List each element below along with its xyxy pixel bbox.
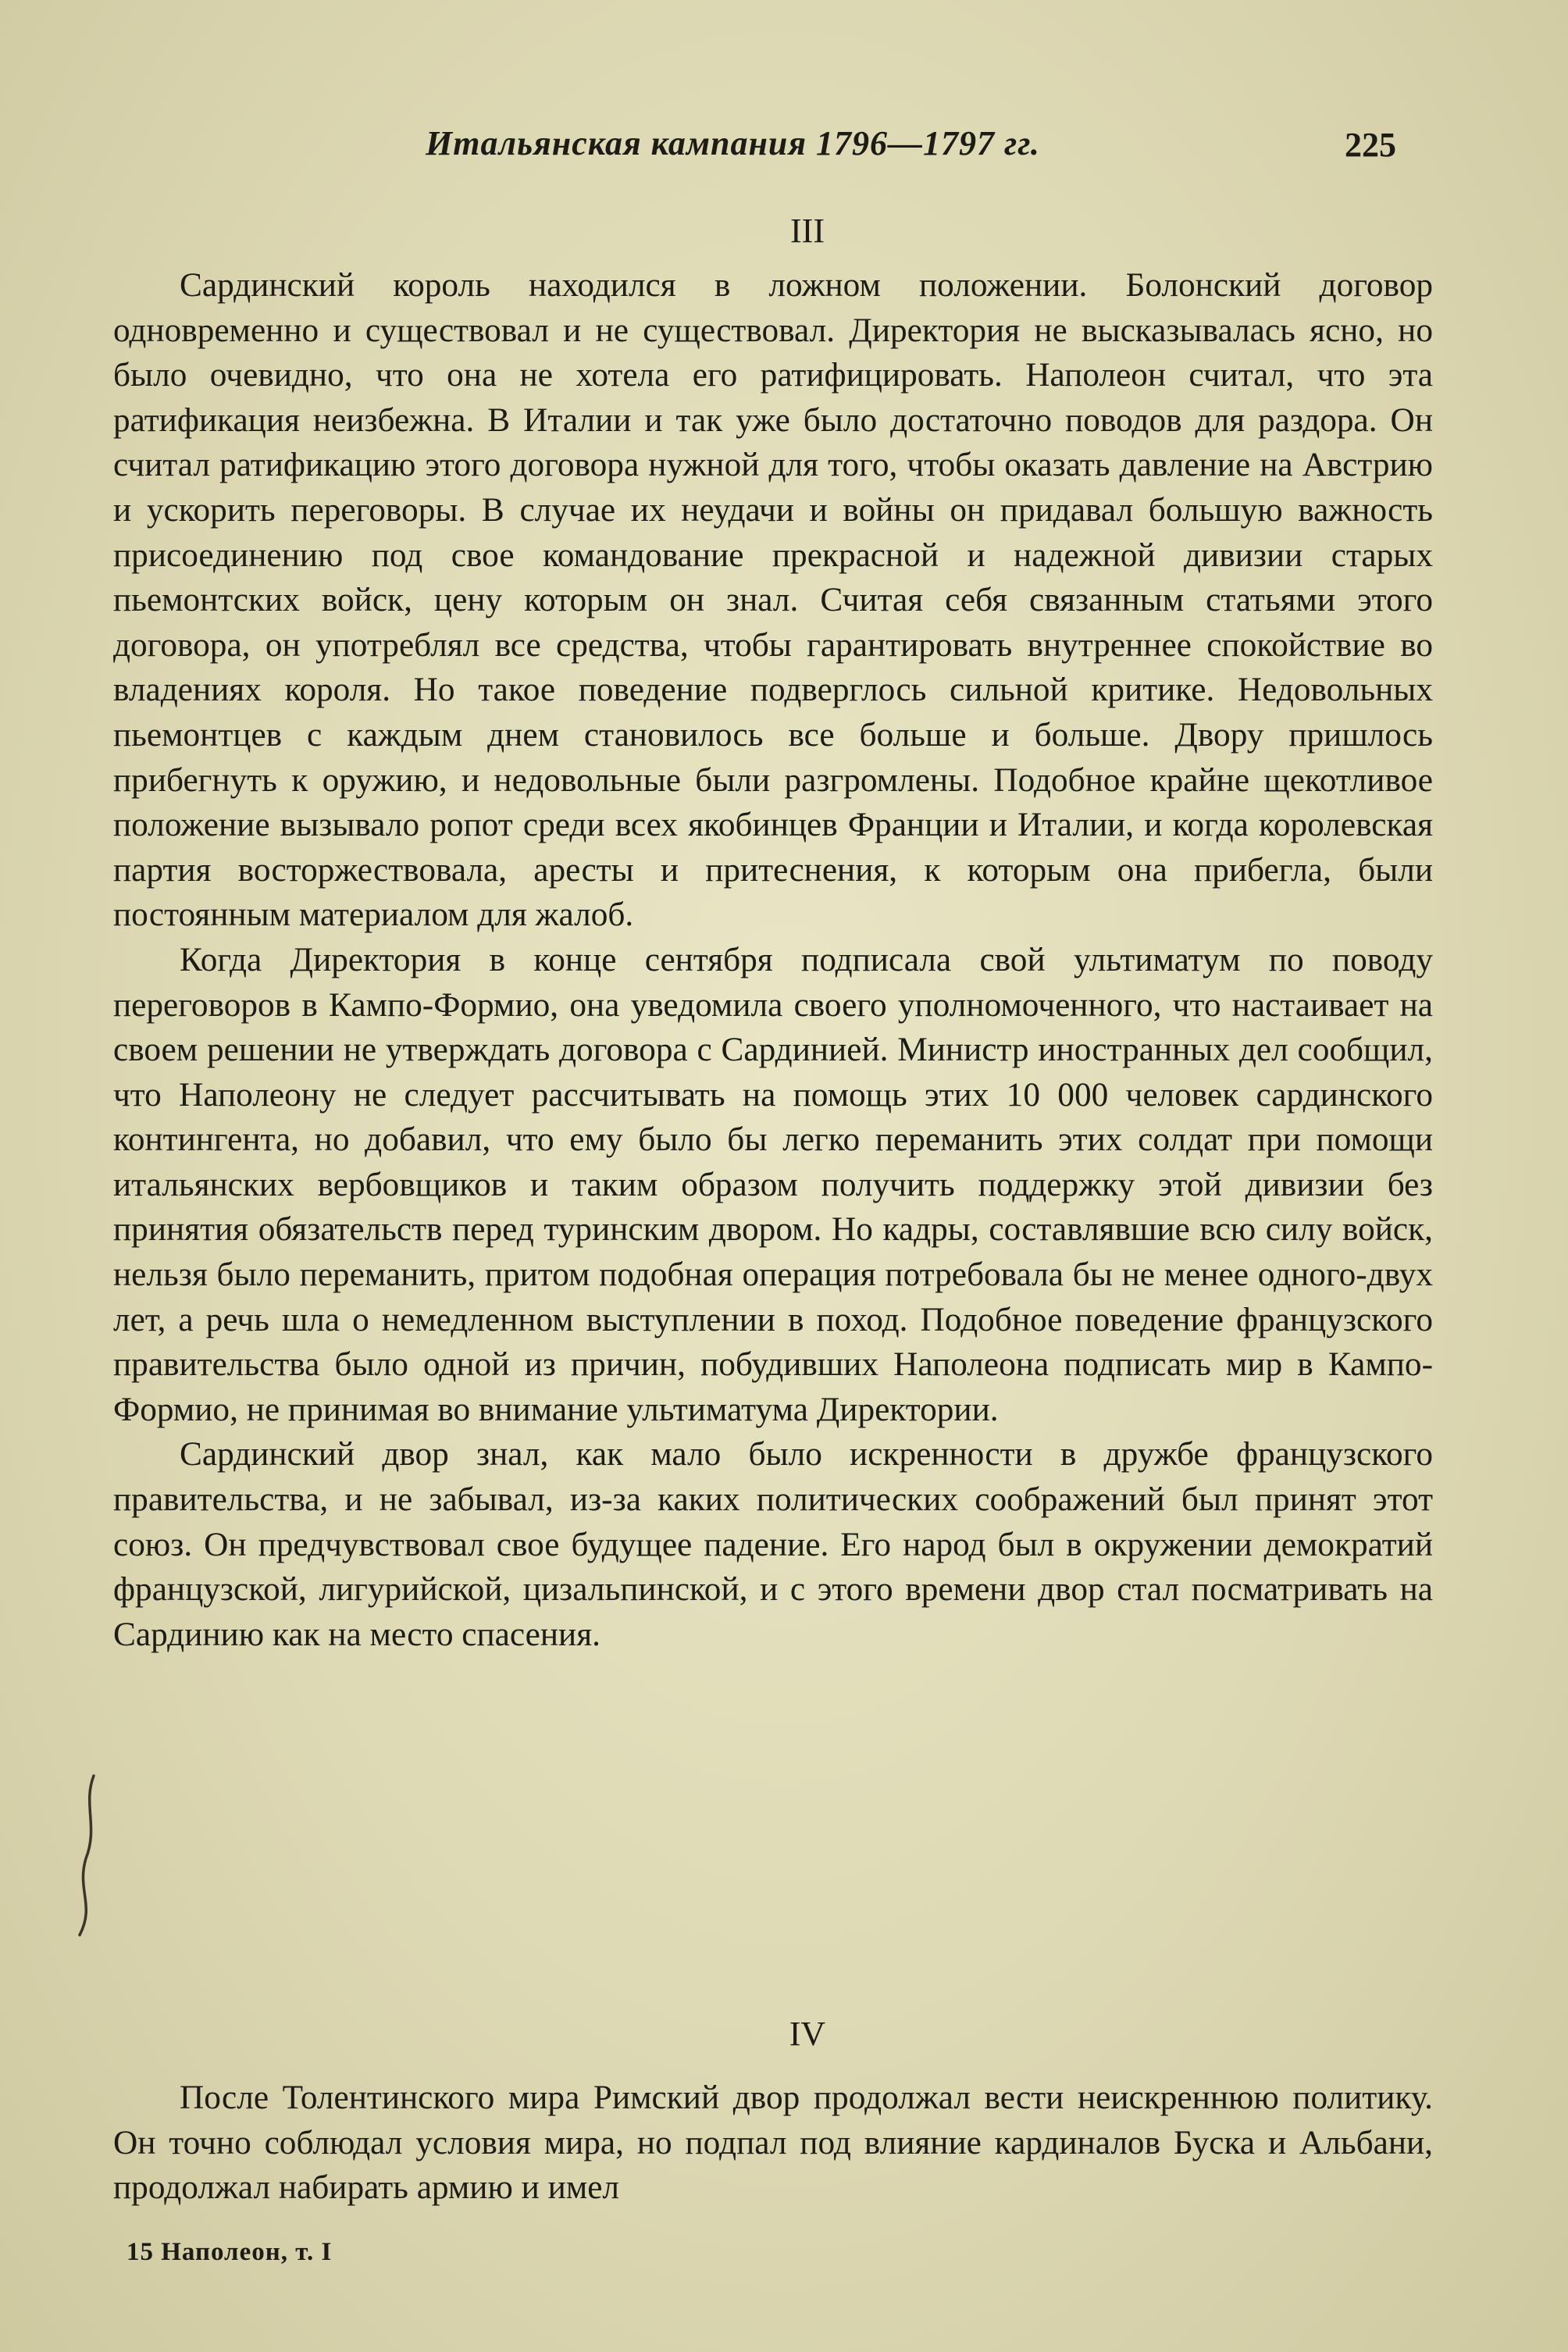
section-iii-text — [113, 263, 1433, 1657]
paragraph: Сардинский король находился в ложном положении. Болонский договор одновременно и существовал и не существовал. Директория не высказывалась ясно, но было очевидно, что она не хотела его ратифицировать. Наполеон считал, что эта ратификация неизбежна. В Италии и так уже было достаточно поводов для раздора. Он считал ратификацию этого договора нужной для того, чтобы оказать давление на Австрию и ускорить переговоры. В случае их неудачи и войны он придавал большую важность присоединению под свое командование прекрасной и надежной дивизии старых пьемонтских войск, цену которым он знал. Считая себя связанным статьями этого договора, он употреблял все средства, чтобы гарантировать внутреннее спокойствие во владениях короля. Но такое поведение подверглось сильной критике. Недовольных пьемонтцев с каждым днем становилось все больше и больше. Двору пришлось прибегнуть к оружию, и недовольные были разгромлены. Подобное крайне щекотливое положение вызывало ропот среди всех якобинцев Франции и Италии, и когда королевская партия восторжествовала, аресты и притеснения, к которым она прибегла, были постоянным материалом для жалоб. — [113, 266, 1433, 934]
paragraph: Сардинский двор знал, как мало было искренности в дружбе французского правительства, и не забывал, из-за каких политических соображений был принят этот союз. Он предчувствовал свое будущее падение. Его народ был в окружении демократий французской, лигурийской, цизальпинской, и с этого времени двор стал посматривать на Сардинию как на место спасения. — [113, 1435, 1433, 1653]
section-heading-iv: IV — [789, 2015, 826, 2053]
page-number: 225 — [1345, 126, 1396, 164]
section-heading-iii: III — [790, 212, 825, 250]
section-iv-text — [113, 2076, 1433, 2211]
running-title: Итальянская кампания 1796—1797 гг. — [426, 124, 1040, 162]
paragraph: После Толентинского мира Римский двор продолжал вести неискреннюю политику. Он точно соблюдал условия мира, но подпал под влияние кардиналов Буска и Альбани, продолжал набирать армию и имел — [113, 2079, 1433, 2207]
footer-signature: 15 Наполеон, т. I — [127, 2238, 333, 2266]
handwritten-margin-bracket-icon — [72, 1773, 103, 1938]
paragraph: Когда Директория в конце сентября подписала свой ультиматум по поводу переговоров в Кампо-Формио, она уведомила своего уполномоченного, что настаивает на своем решении не утверждать договора с Сардинией. Министр иностранных дел сообщил, что Наполеону не следует рассчитывать на помощь этих 10 000 человек сардинского контингента, но добавил, что ему было бы легко переманить этих солдат при помощи итальянских вербовщиков и таким образом получить поддержку этой дивизии без принятия обязательств перед туринским двором. Но кадры, составлявшие всю силу войск, нельзя было переманить, притом подобная операция потребовала бы не менее одного-двух лет, а речь шла о немедленном выступлении в поход. Подобное поведение французского правительства было одной из причин, побудивших Наполеона подписать мир в Кампо-Формио, не принимая во внимание ультиматума Директории. — [113, 940, 1433, 1428]
